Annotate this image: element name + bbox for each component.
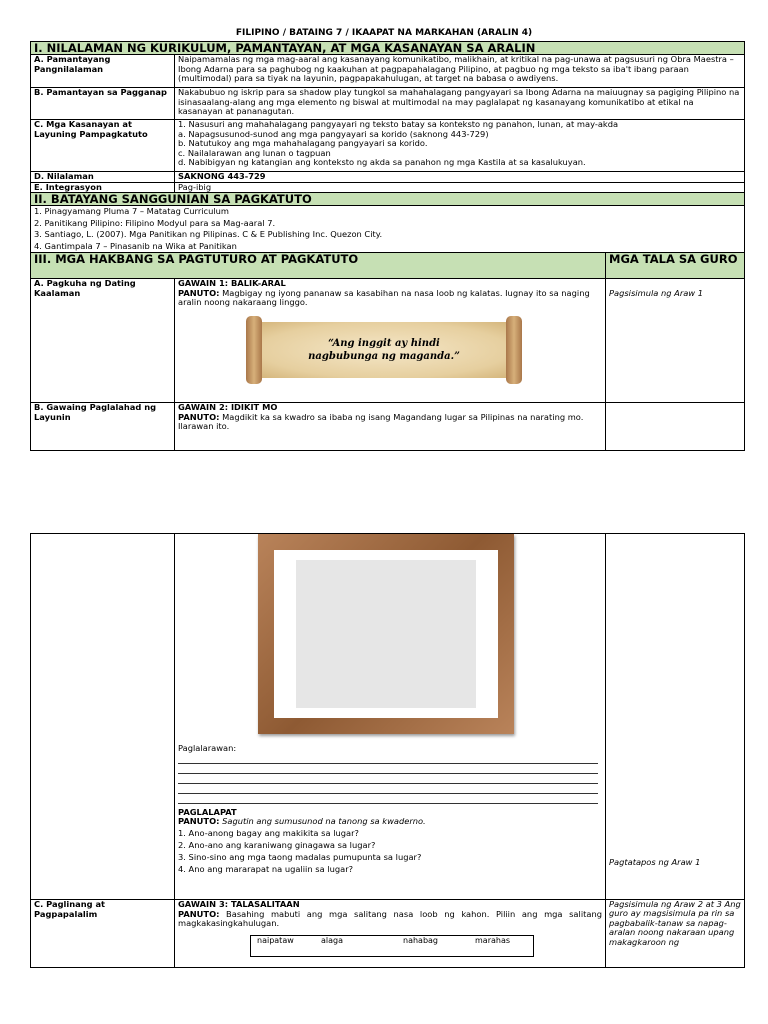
lesson-plan-table <box>30 41 745 451</box>
panuto-label: PANUTO: <box>178 287 220 298</box>
reference-item: 2. Panitikang Pilipino: Filipino Modyul para sa Mag-aaral 7. <box>34 217 276 228</box>
word-box <box>250 935 534 957</box>
row-label-paglinang: C. Paglinang at Pagpapalalim <box>31 900 175 968</box>
answer-line <box>178 774 598 784</box>
panuto-label: PANUTO: <box>178 816 220 827</box>
gawain-3-title: GAWAIN 3: TALASALITAAN <box>178 899 300 909</box>
document-title: FILIPINO / BATAING 7 / IKAAPAT NA MARKAHAN (ARALIN 4) <box>235 28 533 38</box>
paglalarawan-label: Paglalarawan: <box>178 743 237 753</box>
row-label-pamantayang-pangnilalaman: A. Pamantayang Pangnilalaman <box>31 55 175 88</box>
panuto-label: PANUTO: <box>178 411 220 422</box>
row-content-pagkuha <box>175 279 606 403</box>
panuto-text: Basahing mabuti ang mga salitang nasa loob ng kahon. Piliin ang mga salitang magkakasingkahulugan. <box>178 908 602 929</box>
lesson-plan-table-continued <box>30 533 745 968</box>
paglalapat-title: PAGLALAPAT <box>178 806 237 817</box>
panuto-text: Magbigay ng iyong pananaw sa kasabihan na nasa loob ng kalatas. Iugnay ito sa naging aralin noong nakaraang linggo. <box>178 287 590 308</box>
reference-item: 1. Pinagyamang Pluma 7 – Matatag Curriculum <box>34 206 230 217</box>
row-content-nilalaman: SAKNONG 443-729 <box>175 172 745 183</box>
section-1-heading: I. NILALAMAN NG KURIKULUM, PAMANTAYAN, AT MGA KASANAYAN SA ARALIN <box>31 42 745 55</box>
word-item: marahas <box>475 935 511 945</box>
panuto-label: PANUTO: <box>178 908 220 919</box>
row-content-pamantayan-sa-pagganap: Nakabubuo ng iskrip para sa shadow play tungkol sa mahahalagang pangyayari sa Ibong Adarna na maiuugnay sa pagiging Pilipino na isinasaalang-alang ang mga elemento ng biswal at multimodal na may paglalapat ng kasanayang komunikatibo at etikal na kasanayan at pananagutan. <box>175 88 745 120</box>
word-item: alaga <box>321 935 344 945</box>
notes-heading: MGA TALA SA GURO <box>606 253 745 279</box>
scroll-quote: “Ang inggit ay hindi nagbubunga ng maganda.” <box>258 322 510 378</box>
picture-frame-image <box>258 534 514 734</box>
paglalapat-instructions <box>178 817 602 827</box>
row-label-kasanayan: C. Mga Kasanayan at Layuning Pampagkatuto <box>31 120 175 172</box>
reference-item: 3. Santiago, L. (2007). Mga Panitikan ng Pilipinas. C & E Publishing Inc. Quezon City. <box>34 229 383 240</box>
answer-line <box>178 794 598 804</box>
scroll-roll-left <box>246 316 262 384</box>
answer-line <box>178 784 598 794</box>
panuto-text: Magdikit ka sa kwadro sa ibaba ng isang Magandang lugar sa Pilipinas na narating mo. Ilarawan ito. <box>178 411 584 432</box>
question-item: 1. Ano-anong bagay ang makikita sa lugar? <box>178 827 359 838</box>
note-araw-2-3: Pagsisimula ng Araw 2 at 3 Ang guro ay magsisimula pa rin sa pagbabalik-tanaw sa napag-aralan noong nakaraan upang makagkaroon ng <box>606 900 745 968</box>
row-content-paglinang <box>175 900 606 968</box>
row-label-nilalaman: D. Nilalaman <box>31 172 175 183</box>
word-item: nahabag <box>403 935 439 945</box>
answer-line <box>178 764 598 774</box>
section-2-heading: II. BATAYANG SANGGUNIAN SA PAGKATUTO <box>31 193 745 206</box>
panuto-text: Sagutin ang sumusunod na tanong sa kwaderno. <box>222 816 426 827</box>
section-3-heading: III. MGA HAKBANG SA PAGTUTURO AT PAGKATUTO <box>31 253 606 279</box>
note-araw-1-end: Pagtatapos ng Araw 1 <box>606 534 745 900</box>
question-item: 3. Sino-sino ang mga taong madalas pumupunta sa lugar? <box>178 851 422 862</box>
row-label-paglalahad: B. Gawaing Paglalahad ng Layunin <box>31 403 175 451</box>
row-content-frame <box>175 534 606 900</box>
gawain-1-title: GAWAIN 1: BALIK-ARAL <box>178 278 286 289</box>
label-cell-empty <box>31 534 175 900</box>
scroll-roll-right <box>506 316 522 384</box>
kasanayan-line: c. Nailalarawan ang lunan o tagpuan <box>178 147 331 158</box>
row-content-paglalahad <box>175 403 606 451</box>
note-araw-1-start: Pagsisimula ng Araw 1 <box>606 279 745 403</box>
gawain-2-instructions <box>178 413 602 432</box>
kasanayan-line: 1. Nasusuri ang mahahalagang pangyayari ng teksto batay sa konteksto ng panahon, lunan, at may-akda <box>178 119 619 129</box>
row-content-integrasyon: Pag-ibig <box>175 182 745 193</box>
reference-item: 4. Gantimpala 7 – Pinasanib na Wika at Panitikan <box>34 240 237 251</box>
gawain-3-instructions <box>178 910 602 929</box>
row-content-pamantayang-pangnilalaman: Naipamamalas ng mga mag-aaral ang kasanayang komunikatibo, malikhain, at kritikal na pag-unawa at pagsusuri ng Obra Maestra – Ibong Adarna para sa paghubog ng kaakuhan at pagpapahalagang Pilipino, at pagbuo ng mga teksto sa iba't ibang paraan (multimodal) para sa tiyak na layunin, pagpapakahulugan, at target na babasa o awdiyens. <box>175 55 745 88</box>
row-label-pagkuha: A. Pagkuha ng Dating Kaalaman <box>31 279 175 403</box>
notes-cell-empty <box>606 403 745 451</box>
word-item: naipataw <box>257 935 294 945</box>
row-label-integrasyon: E. Integrasyon <box>31 182 175 193</box>
kasanayan-line: d. Nabibigyan ng katangian ang konteksto ng akda sa panahon ng mga Kastila at sa kasalukuyan. <box>178 157 586 168</box>
kasanayan-line: a. Napagsusunod-sunod ang mga pangyayari sa korido (saknong 443-729) <box>178 128 489 139</box>
question-item: 2. Ano-ano ang karaniwang ginagawa sa lugar? <box>178 839 376 850</box>
references-list <box>31 206 745 253</box>
scroll-image <box>246 316 522 384</box>
frame-photo-placeholder <box>296 560 476 708</box>
gawain-2-title: GAWAIN 2: IDIKIT MO <box>178 402 278 413</box>
row-content-kasanayan <box>175 120 745 172</box>
kasanayan-line: b. Natutukoy ang mga mahahalagang pangyayari sa korido. <box>178 138 428 149</box>
row-label-pamantayan-sa-pagganap: B. Pamantayan sa Pagganap <box>31 88 175 120</box>
gawain-1-instructions <box>178 289 602 308</box>
answer-line <box>178 754 598 764</box>
question-item: 4. Ano ang mararapat na ugaliin sa lugar? <box>178 863 354 874</box>
